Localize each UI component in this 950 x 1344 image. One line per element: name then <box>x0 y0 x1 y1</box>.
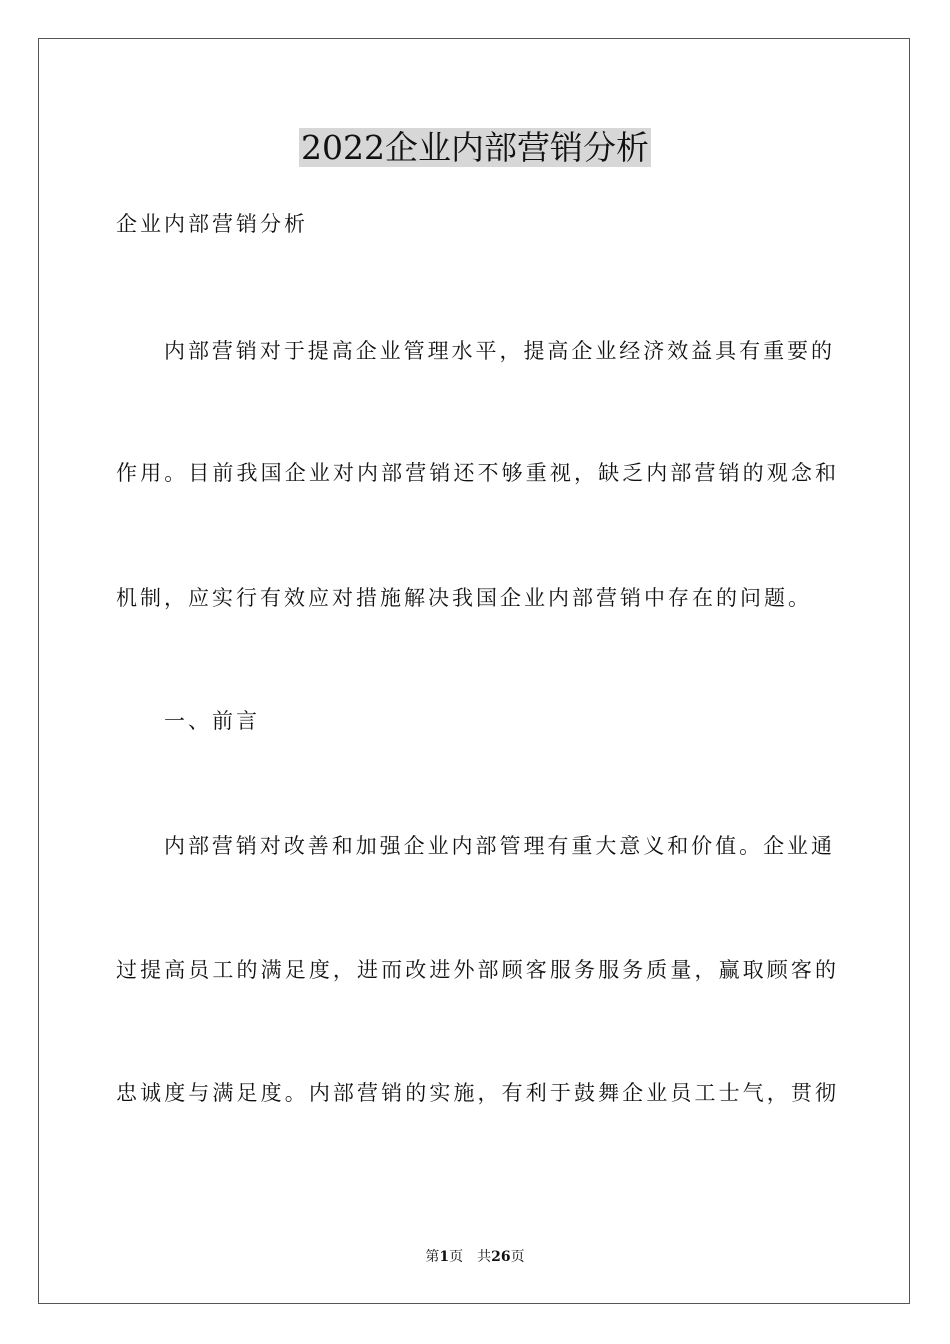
footer-page-total: 26 <box>491 1249 511 1265</box>
document-subtitle: 企业内部营销分析 <box>116 212 308 236</box>
paragraph-line: 作用。目前我国企业对内部营销还不够重视，缺乏内部营销的观念和 <box>116 461 836 485</box>
paragraph-line: 忠诚度与满足度。内部营销的实施，有利于鼓舞企业员工士气，贯彻 <box>116 1081 836 1105</box>
footer-total-suffix: 页 <box>510 1249 525 1265</box>
paragraph-line: 内部营销对于提高企业管理水平，提高企业经济效益具有重要的 <box>164 339 832 363</box>
paragraph-line: 机制，应实行有效应对措施解决我国企业内部营销中存在的问题。 <box>116 586 812 610</box>
document-title <box>0 126 950 170</box>
page-footer <box>0 1247 950 1267</box>
paragraph-line: 内部营销对改善和加强企业内部管理有重大意义和价值。企业通 <box>164 834 832 858</box>
document-title-text: 2022企业内部营销分析 <box>301 128 649 167</box>
footer-page-suffix: 页 <box>449 1249 464 1265</box>
footer-page-current: 1 <box>439 1249 450 1265</box>
footer-page-prefix: 第 <box>425 1249 440 1265</box>
paragraph-line: 过提高员工的满足度，进而改进外部顾客服务服务质量，赢取顾客的 <box>116 958 836 982</box>
section-heading: 一、前言 <box>164 709 260 733</box>
footer-total-prefix: 共 <box>477 1249 492 1265</box>
